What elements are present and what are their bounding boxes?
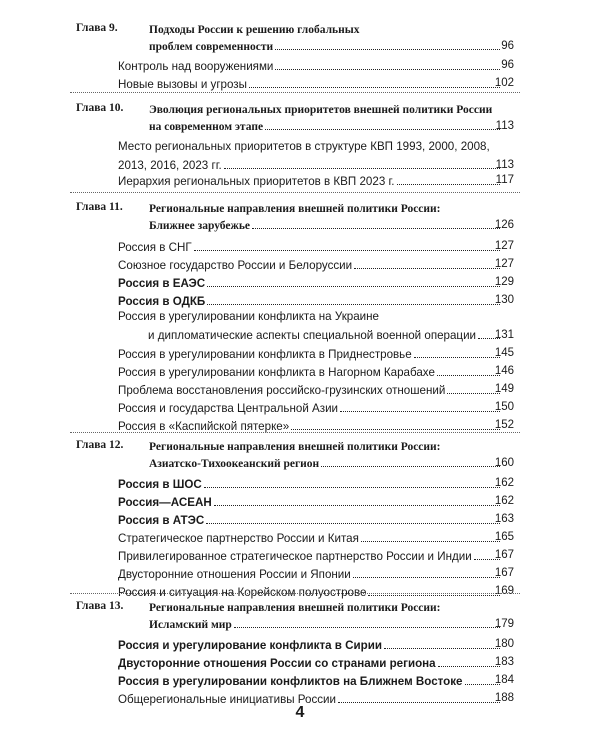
page-number: 126 [494,219,514,231]
toc-entry[interactable] [118,361,500,379]
toc-entry[interactable] [118,343,500,361]
dot-leader [275,69,500,70]
chapter-title-line [149,454,500,470]
entry-title: Стратегическое партнерство России и Китая [118,532,359,545]
chapter-label: Глава 11. [76,201,123,213]
entry-title: Общерегиональные инициативы России [118,693,337,706]
toc-entry[interactable] [118,563,500,581]
chapter-title-line [149,216,500,232]
entry-title: Россия в урегулировании конфликтов на Ближнем Востоке [118,675,463,688]
page-number: 169 [494,585,514,597]
page-number: 184 [494,674,514,686]
entry-title: Россия в АТЭС [118,514,205,527]
entry-title: Россия и государства Центральной Азии [118,402,339,415]
toc-entry[interactable] [118,272,500,290]
page-number: 160 [494,457,514,469]
chapter-title: Региональные направления внешней политики России: [149,602,441,614]
page-number: 113 [495,120,514,132]
page-number: 146 [494,365,514,377]
chapter-title: Региональные направления внешней политики России: [149,441,441,453]
toc-entry[interactable] [118,236,500,254]
page-number: 96 [501,59,514,71]
page-number: 163 [494,513,514,525]
dot-leader [206,523,500,524]
entry-title: Россия в урегулировании конфликта в Нагорном Карабахе [118,366,435,379]
entry-title: Место региональных приоритетов в структуре КВП 1993, 2000, 2008, [118,140,490,153]
entry-continuation [118,325,500,342]
toc-entry[interactable] [118,138,500,172]
chapter-title-line [149,615,500,631]
page-number: 113 [495,159,514,171]
entry-title: Союзное государство России и Белоруссии [118,259,353,272]
chapter-title: на современном этапе [149,121,264,133]
chapter-title-line [149,117,500,133]
page-number: 149 [494,383,514,395]
section-divider [70,593,520,594]
toc-entry[interactable] [118,634,500,652]
toc-entry[interactable] [118,509,500,527]
dot-leader [214,505,500,506]
toc-entry[interactable] [118,55,500,73]
dot-leader [275,49,500,50]
dot-leader [249,87,500,88]
chapter-title: Азиатско-Тихоокеанский регион [149,458,320,470]
entry-title: Проблема восстановления российско-грузинских отношений [118,384,446,397]
chapter-title: Исламский мир [149,619,232,631]
section-divider [70,432,520,433]
entry-title: Россия в урегулировании конфликта на Украине [118,310,379,323]
chapter-title-line [149,100,500,116]
page-number: 96 [501,40,514,52]
dot-leader [224,168,500,169]
chapter-label: Глава 12. [76,439,124,451]
toc-entry[interactable] [118,170,500,188]
chapter-title-line [149,20,500,36]
toc-entry[interactable] [118,527,500,545]
entry-title: Россия в ШОС [118,478,202,491]
page-number: 129 [494,276,514,288]
toc-entry[interactable] [118,308,500,342]
dot-leader [252,228,500,229]
entry-title: Россия и ситуация на Корейском полуострове [118,586,367,599]
chapter-title-line [149,598,500,614]
dot-leader [207,304,500,305]
entry-title: Привилегированное стратегическое партнерство России и Индии [118,550,472,563]
chapter-title-line [149,37,500,53]
page-number: 188 [494,692,514,704]
chapter-title: Региональные направления внешней политики России: [149,203,441,215]
page-number: 165 [494,531,514,543]
chapter-title: Подходы России к решению глобальных [149,24,360,36]
page-number: 127 [494,240,514,252]
dot-leader [234,627,500,628]
toc-entry[interactable] [118,415,500,433]
dot-leader [204,487,500,488]
entry-title: Россия в ЕАЭС [118,277,206,290]
chapter-title-line [149,199,500,215]
chapter-title-line [149,437,500,453]
entry-title: Россия в ОДКБ [118,295,206,308]
page-number: 152 [494,419,514,431]
toc-entry[interactable] [118,73,500,91]
page-number: 145 [494,347,514,359]
chapter-title: Эволюция региональных приоритетов внешней политики России [149,104,493,116]
dot-leader [194,250,500,251]
page-number: 179 [494,618,514,630]
page-number: 167 [494,567,514,579]
entry-title: Двусторонние отношения России и Японии [118,568,351,581]
toc-entry[interactable] [118,290,500,308]
page-number: 150 [494,401,514,413]
toc-entry[interactable] [118,379,500,397]
entry-title: Иерархия региональных приоритетов в КВП 2023 г. [118,175,395,188]
toc-entry[interactable] [118,254,500,272]
entry-title: Контроль над вооружениями [118,60,274,73]
page-number: 167 [494,549,514,561]
section-divider [70,92,520,93]
toc-entry[interactable] [118,473,500,491]
dot-leader [291,429,500,430]
toc-entry[interactable] [118,491,500,509]
toc-entry[interactable] [118,397,500,415]
entry-title: Россия и урегулирование конфликта в Сирии [118,639,382,652]
toc-entry[interactable] [118,652,500,670]
dot-leader [207,286,500,287]
page-number: 180 [494,638,514,650]
section-divider [70,192,520,193]
chapter-label: Глава 13. [76,600,124,612]
toc-entry[interactable] [118,670,500,688]
chapter-title: Ближнее зарубежье [149,220,251,232]
entry-title: 2013, 2016, 2023 гг. [118,159,222,172]
page-number: 127 [494,258,514,270]
page-number: 117 [495,174,514,186]
page-folio: 4 [295,704,305,721]
page-number: 162 [494,477,514,489]
toc-entry[interactable] [118,581,500,599]
page-number: 131 [494,329,514,341]
page-number: 162 [494,495,514,507]
chapter-title: проблем современности [149,41,274,53]
page-number: 130 [494,294,514,306]
entry-title: и дипломатические аспекты специальной военной операции [148,329,477,342]
entry-title: Россия в СНГ [118,241,192,254]
page-number: 102 [494,77,514,89]
page-number: 183 [494,656,514,668]
entry-title: Россия в урегулировании конфликта в Приднестровье [118,348,412,361]
entry-title: Россия—АСЕАН [118,496,212,509]
entry-title: Двусторонние отношения России со странами региона [118,657,436,670]
entry-title: Новые вызовы и угрозы [118,78,247,91]
chapter-label: Глава 9. [76,22,118,34]
toc-entry[interactable] [118,545,500,563]
chapter-label: Глава 10. [76,102,124,114]
entry-title: Россия в «Каспийской пятерке» [118,420,290,433]
dot-leader [265,129,500,130]
